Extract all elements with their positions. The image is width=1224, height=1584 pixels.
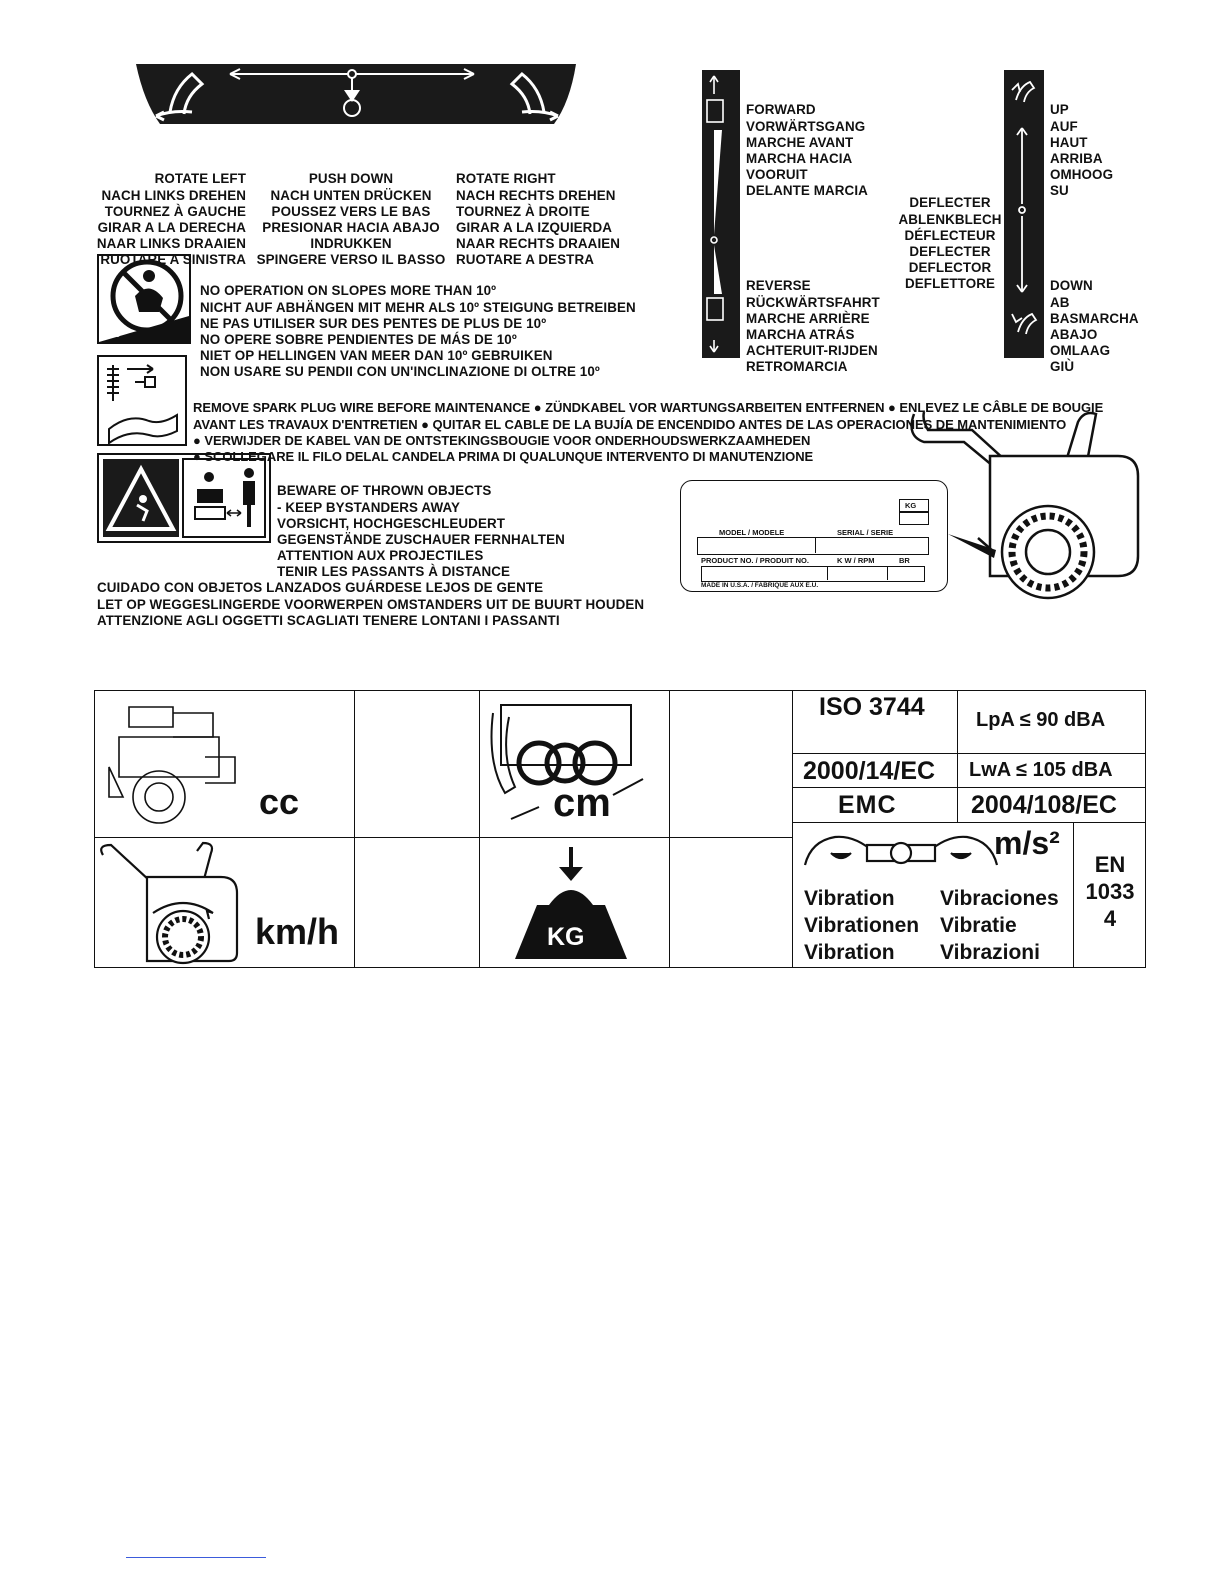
kmh-unit: km/h (255, 911, 340, 952)
snowblower-illustration (900, 402, 1144, 602)
thrown-objects-icon (97, 453, 271, 543)
noise-directive: 2000/14/EC (803, 757, 936, 785)
plate-br: BR (899, 556, 910, 565)
en-standard: EN 1033 4 (1085, 852, 1135, 931)
footer-rule (126, 1557, 266, 1558)
plate-kg: KG (905, 501, 917, 510)
push-down-labels: PUSH DOWN NACH UNTEN DRÜCKEN POUSSEZ VERS LE BAS PRESIONAR HACIA ABAJO INDRUKKEN SPINGERE VERSO IL BASSO (256, 171, 446, 268)
rotate-left-labels: ROTATE LEFT NACH LINKS DREHEN TOURNEZ À GAUCHE GIRAR A LA DERECHA NAAR LINKS DRAAIEN RUOTARE A SINISTRA (96, 171, 246, 268)
cm-unit: cm (553, 781, 611, 825)
thrown-objects-text-full: CUIDADO CON OBJETOS LANZADOS GUÁRDESE LEJOS DE GENTE LET OP WEGGESLINGERDE VOORWERPEN OMSTANDERS UIT DE BUURT HOUDEN ATTENZIONE AGLI OGGETTI SCAGLIATI TENERE LONTANI I PASSANTI (97, 580, 645, 628)
deflector-up-down-strip (1004, 70, 1044, 358)
vibration-unit: m/s² (994, 825, 1060, 861)
lpa-value: LpA ≤ 90 dBA (976, 709, 1106, 731)
drive-speed-strip (702, 70, 740, 358)
spark-plug-icon (97, 355, 187, 446)
spec-table (94, 690, 1146, 968)
vibration-labels-1: Vibration Vibrationen Vibration (804, 887, 920, 964)
iso-standard: ISO 3744 (819, 693, 925, 721)
emc-directive: 2004/108/EC (971, 791, 1117, 819)
plate-serial: SERIAL / SERIE (837, 528, 894, 537)
cc-unit: cc (259, 781, 300, 822)
hand-vibration-icon (801, 829, 1001, 877)
up-labels: UP AUF HAUT ARRIBA OMHOOG SU (1050, 102, 1114, 199)
plate-product: PRODUCT NO. / PRODUIT NO. (701, 556, 809, 565)
thrown-objects-text: BEWARE OF THROWN OBJECTS - KEEP BYSTANDERS AWAY VORSICHT, HOCHGESCHLEUDERT GEGENSTÄNDE ZUSCHAUER FERNHALTEN ATTENTION AUX PROJECTILES TENIR LES PASSANTS À DISTANCE (277, 483, 565, 580)
engine-icon (99, 697, 249, 827)
reverse-labels: REVERSE RÜCKWÄRTSFAHRT MARCHE ARRIÈRE MARCHA ATRÁS ACHTERUIT-RIJDEN RETROMARCIA (746, 278, 880, 375)
deflector-rotate-label (134, 62, 580, 126)
speed-icon (97, 841, 247, 965)
spark-plug-text: REMOVE SPARK PLUG WIRE BEFORE MAINTENANCE ● ZÜNDKABEL VOR WARTUNGSARBEITEN ENTFERNEN ● ENLEVEZ LE CÂBLE DE BOUGIE AVANT LES TRAVAUX D'ENTRETIEN ● QUITAR EL CABLE DE LA BUJÍA DE ENCENDIDO ANTES DE LAS OPERACIONES DE MANTENIMIENTO ● VERWIJDER DE KABEL VAN DE ONTSTEKINGSBOUGIE VOOR ONDERHOUDSWERKZAAMHEDEN ● SCOLLEGARE IL FILO DELAL CANDELA PRIMA DI QUALUNQUE INTERVENTO DI MANUTENZIONE (193, 400, 1104, 465)
kg-unit: KG (547, 923, 585, 951)
plate-made-in: MADE IN U.S.A. / FABRIQUE AUX E.U. (701, 582, 819, 589)
slope-badge: >10º (102, 328, 125, 340)
lwa-value: LwA ≤ 105 dBA (969, 759, 1113, 781)
forward-labels: FORWARD VORWÄRTSGANG MARCHE AVANT MARCHA HACIA VOORUIT DELANTE MARCIA (746, 102, 868, 199)
deflecter-labels: DEFLECTER ABLENKBLECH DÉFLECTEUR DEFLECTER DEFLECTOR DEFLETTORE (898, 195, 1002, 292)
down-labels: DOWN AB BASMARCHA ABAJO OMLAAG GIÙ (1050, 278, 1139, 375)
slope-warning-text: NO OPERATION ON SLOPES MORE THAN 10º NICHT AUF ABHÄNGEN MIT MEHR ALS 10º STEIGUNG BETREIBEN NE PAS UTILISER SUR DES PENTES DE PLUS DE 10º NO OPERE SOBRE PENDIENTES DE MÁS DE 10º NIET OP HELLINGEN VAN MEER DAN 10º GEBRUIKEN NON USARE SU PENDII CON UN'INCLINAZIONE DI OLTRE 10º (200, 283, 636, 380)
emc-label: EMC (838, 791, 897, 819)
slope-warning-icon (97, 254, 191, 344)
vibration-labels-2: Vibraciones Vibratie Vibrazioni (940, 887, 1059, 964)
plate-kw: K W / RPM (837, 556, 875, 565)
rotate-right-labels: ROTATE RIGHT NACH RECHTS DREHEN TOURNEZ À DROITE GIRAR A LA IZQUIERDA NAAR RECHTS DRAAIEN RUOTARE A DESTRA (456, 171, 621, 268)
plate-model: MODEL / MODELE (719, 528, 785, 537)
